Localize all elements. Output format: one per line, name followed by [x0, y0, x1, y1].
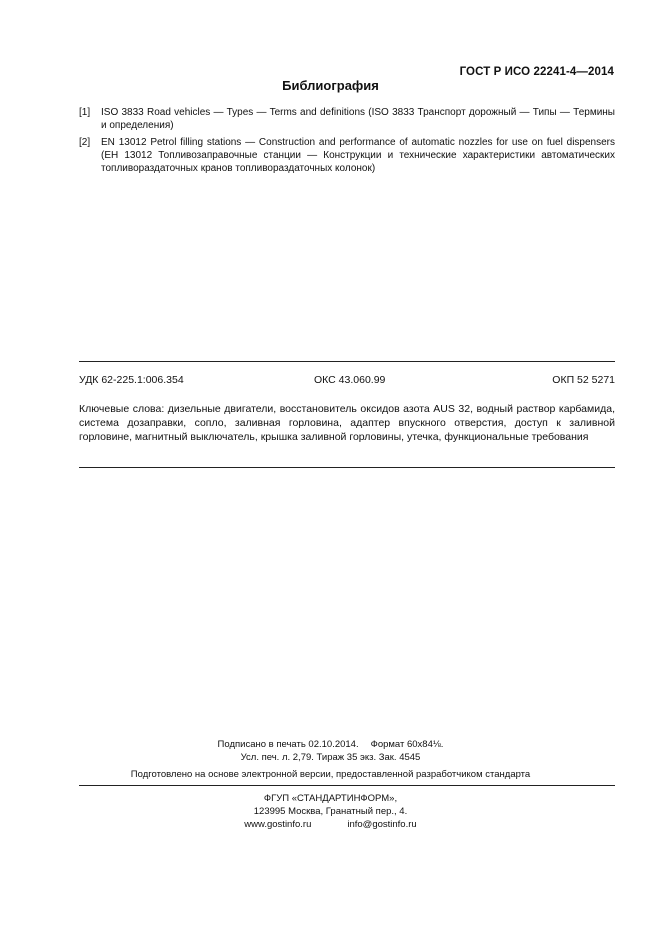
entry-text: EN 13012 Petrol filling stations — Construction and performance of automatic nozzles for use on fuel dispensers (ЕН 13012 Топливозаправочные станции — Конструкции и технические характеристики автоматических топливораздаточных кранов топливораздаточных колонок): [101, 137, 615, 174]
oks-code: ОКС 43.060.99: [314, 374, 386, 386]
standard-code: ГОСТ Р ИСО 22241-4—2014: [459, 66, 614, 78]
imprint-signed-line: [0, 738, 661, 751]
divider-top: [79, 361, 615, 362]
bibliography-entry: [79, 136, 615, 175]
keywords-text: Ключевые слова: дизельные двигатели, восстановитель оксидов азота AUS 32, водный раствор карбамида, система дозаправки, сопло, заливная горловина, адаптер впускного отверстия, доступ к заливной горловине, магнитный выключатель, крышка заливной горловины, утечка, функциональные требования: [79, 403, 615, 443]
okp-code: ОКП 52 5271: [552, 374, 615, 386]
divider-bottom: [79, 785, 615, 786]
publisher-contacts: [0, 818, 661, 831]
signed-date: Подписано в печать 02.10.2014.: [217, 739, 359, 750]
imprint-sheets: Усл. печ. л. 2,79. Тираж 35 экз. Зак. 4545: [240, 752, 421, 763]
imprint-prepared: Подготовлено на основе электронной версии, предоставленной разработчиком стандарта: [130, 769, 531, 780]
entry-number: [1]: [79, 107, 91, 118]
publisher-address: 123995 Москва, Гранатный пер., 4.: [253, 806, 408, 817]
udk-code: УДК 62-225.1:006.354: [79, 374, 184, 386]
website-link[interactable]: www.gostinfo.ru: [244, 819, 312, 830]
entry-number: [2]: [79, 137, 91, 148]
bibliography-entry: [79, 106, 615, 132]
paper-format: Формат 60x84⅛.: [370, 739, 444, 750]
email-link[interactable]: info@gostinfo.ru: [347, 819, 417, 830]
publisher-name: ФГУП «СТАНДАРТИНФОРМ»,: [263, 793, 398, 804]
entry-text: ISO 3833 Road vehicles — Types — Terms and definitions (ISO 3833 Транспорт дорожный — Типы — Термины и определения): [101, 107, 615, 131]
divider-middle: [79, 467, 615, 468]
bibliography-title: Библиография: [282, 78, 379, 93]
